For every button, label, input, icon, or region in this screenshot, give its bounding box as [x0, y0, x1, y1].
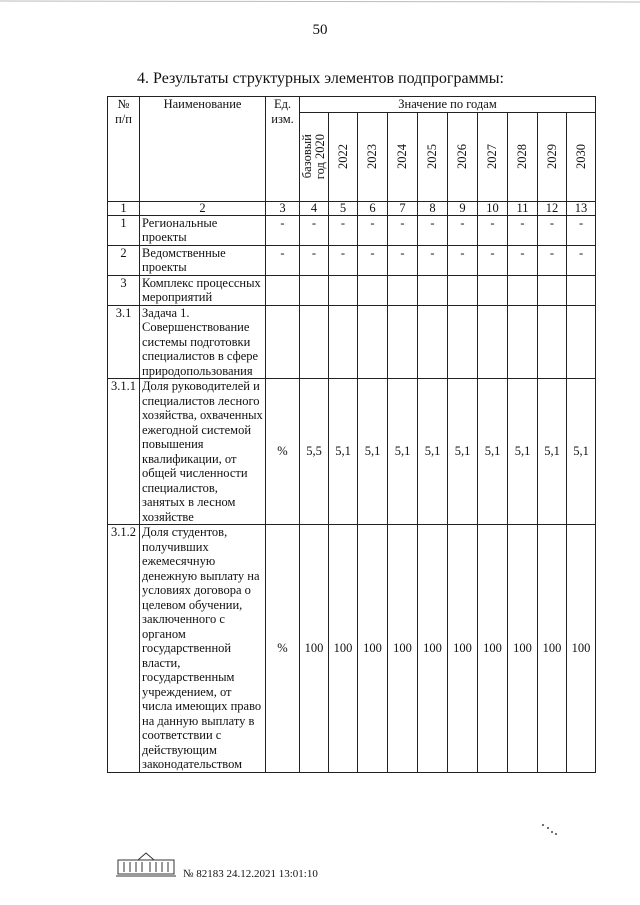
row-value: [508, 305, 538, 379]
row-value: -: [418, 215, 448, 245]
column-number: 9: [448, 201, 478, 215]
header-unit: Ед. изм.: [266, 97, 300, 202]
header-year: базовый год 2020: [300, 112, 329, 201]
row-value: 100: [567, 525, 596, 773]
row-unit: -: [266, 245, 300, 275]
row-value: 5,1: [478, 379, 508, 525]
row-value: [448, 305, 478, 379]
row-value: [358, 275, 388, 305]
row-value: [388, 305, 418, 379]
row-value: [329, 305, 358, 379]
row-value: 100: [329, 525, 358, 773]
row-number: 3.1.1: [108, 379, 140, 525]
table-row-regional-projects: [108, 215, 596, 245]
row-value: 5,1: [508, 379, 538, 525]
row-value: 5,1: [358, 379, 388, 525]
row-value: -: [508, 245, 538, 275]
table-row-indicator-3-1-2: [108, 525, 596, 773]
column-number: 12: [538, 201, 567, 215]
row-value: -: [508, 215, 538, 245]
row-value: [300, 275, 329, 305]
row-name: Доля студентов, получивших ежемесячную денежную выплату на условиях договора о целевом обучении, заключенного с органом государственной власти, государственным учреждением, от числа имеющих право на данную выплату в соответствии с действующим законодательством: [140, 525, 266, 773]
row-value: -: [448, 245, 478, 275]
header-name: Наименование: [140, 97, 266, 202]
results-table: [107, 96, 596, 773]
row-value: -: [538, 215, 567, 245]
row-value: -: [478, 215, 508, 245]
header-year: 2030: [567, 112, 596, 201]
column-number: 13: [567, 201, 596, 215]
row-unit: [266, 275, 300, 305]
header-no: № п/п: [108, 97, 140, 202]
row-value: 100: [448, 525, 478, 773]
row-number: 1: [108, 215, 140, 245]
row-value: -: [388, 245, 418, 275]
row-number: 3: [108, 275, 140, 305]
row-value: 100: [300, 525, 329, 773]
table-row-departmental-projects: [108, 245, 596, 275]
column-number: 10: [478, 201, 508, 215]
row-value: -: [358, 245, 388, 275]
scan-edge-top: [0, 0, 640, 6]
table-row-task-1: [108, 305, 596, 379]
row-value: -: [329, 245, 358, 275]
row-value: -: [567, 215, 596, 245]
row-value: -: [478, 245, 508, 275]
header-row-1: [108, 97, 596, 113]
header-year: 2024: [388, 112, 418, 201]
header-year: 2026: [448, 112, 478, 201]
row-value: [388, 275, 418, 305]
row-value: -: [418, 245, 448, 275]
row-value: 100: [358, 525, 388, 773]
row-unit: -: [266, 215, 300, 245]
row-value: [478, 305, 508, 379]
column-number-row: [108, 201, 596, 215]
row-number: 3.1: [108, 305, 140, 379]
row-value: -: [329, 215, 358, 245]
column-number: 2: [140, 201, 266, 215]
column-number: 4: [300, 201, 329, 215]
row-number: 2: [108, 245, 140, 275]
row-value: -: [358, 215, 388, 245]
column-number: 5: [329, 201, 358, 215]
row-value: -: [300, 245, 329, 275]
row-value: 5,1: [388, 379, 418, 525]
row-name: Доля руководителей и специалистов лесного хозяйства, охваченных ежегодной системой повышения квалификации, от общей численности специалистов, занятых в лесном хозяйстве: [140, 379, 266, 525]
row-value: 5,1: [567, 379, 596, 525]
header-year: 2023: [358, 112, 388, 201]
column-number: 11: [508, 201, 538, 215]
row-value: [358, 305, 388, 379]
row-value: [418, 275, 448, 305]
row-value: -: [448, 215, 478, 245]
row-name: Региональные проекты: [140, 215, 266, 245]
row-value: -: [300, 215, 329, 245]
row-value: 100: [478, 525, 508, 773]
table-row-process-activities: [108, 275, 596, 305]
row-value: -: [567, 245, 596, 275]
row-name: Задача 1. Совершенствование системы подготовки специалистов в сфере природопользования: [140, 305, 266, 379]
row-value: 5,5: [300, 379, 329, 525]
row-value: 100: [538, 525, 567, 773]
row-value: [508, 275, 538, 305]
row-value: -: [388, 215, 418, 245]
section-title: 4. Результаты структурных элементов подпрограммы:: [137, 70, 504, 87]
row-number: 3.1.2: [108, 525, 140, 773]
header-year: 2028: [508, 112, 538, 201]
column-number: 3: [266, 201, 300, 215]
column-number: 6: [358, 201, 388, 215]
header-year: 2027: [478, 112, 508, 201]
building-stamp-icon: [116, 850, 176, 878]
row-value: [567, 305, 596, 379]
row-name: Ведомственные проекты: [140, 245, 266, 275]
row-unit: %: [266, 525, 300, 773]
row-value: [448, 275, 478, 305]
row-value: [418, 305, 448, 379]
scan-dots: [540, 822, 560, 838]
row-value: 100: [508, 525, 538, 773]
row-value: -: [538, 245, 567, 275]
header-values-by-year: Значение по годам: [300, 97, 596, 113]
row-value: 5,1: [538, 379, 567, 525]
header-year: 2025: [418, 112, 448, 201]
registration-stamp: № 82183 24.12.2021 13:01:10: [183, 868, 318, 880]
row-value: 5,1: [448, 379, 478, 525]
row-value: 5,1: [418, 379, 448, 525]
table-row-indicator-3-1-1: [108, 379, 596, 525]
row-value: 100: [418, 525, 448, 773]
footer: [116, 850, 476, 890]
row-value: 100: [388, 525, 418, 773]
row-value: [567, 275, 596, 305]
row-name: Комплекс процессных мероприятий: [140, 275, 266, 305]
row-value: [300, 305, 329, 379]
page-number: 50: [312, 22, 328, 38]
row-value: 5,1: [329, 379, 358, 525]
row-unit: %: [266, 379, 300, 525]
row-value: [538, 275, 567, 305]
header-year: 2022: [329, 112, 358, 201]
row-unit: [266, 305, 300, 379]
header-year: 2029: [538, 112, 567, 201]
column-number: 7: [388, 201, 418, 215]
column-number: 8: [418, 201, 448, 215]
row-value: [478, 275, 508, 305]
row-value: [329, 275, 358, 305]
row-value: [538, 305, 567, 379]
column-number: 1: [108, 201, 140, 215]
